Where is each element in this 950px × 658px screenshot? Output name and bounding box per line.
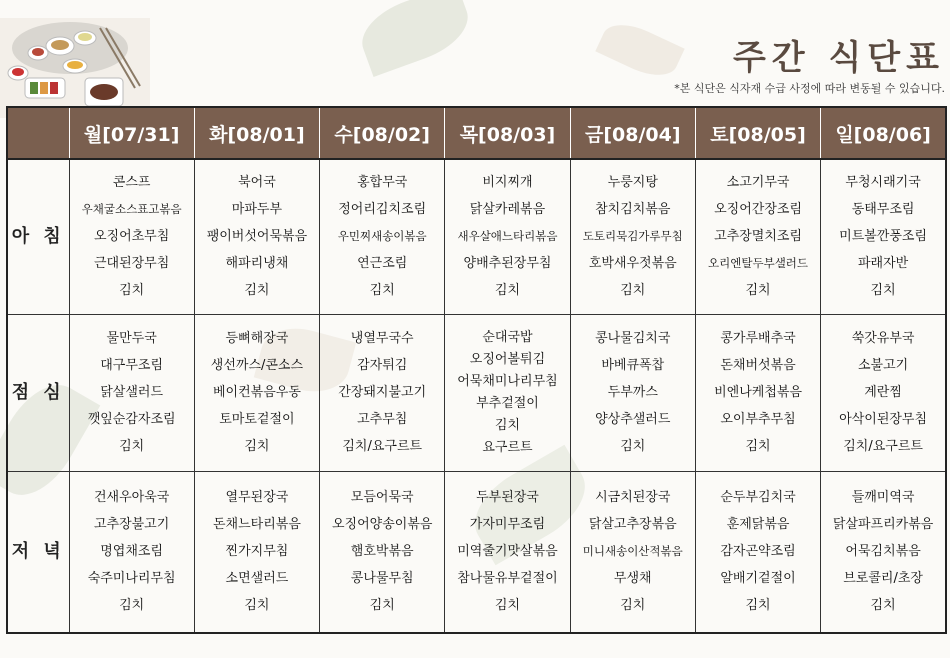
menu-item: 감자튀김 [357,358,408,373]
menu-item: 쑥갓유부국 [851,331,915,346]
menu-item: 순두부김치국 [720,490,796,506]
menu-item: 숙주미나리무침 [87,571,176,587]
menu-item: 김치 [119,598,145,614]
menu-item: 무청시래기국 [845,175,921,191]
menu-item: 냉열무국수 [350,331,414,346]
menu-item: 파래자반 [857,256,909,272]
background-leaf [353,0,477,77]
menu-item: 간장돼지불고기 [338,385,427,400]
menu-item: 고추장불고기 [93,517,170,533]
food-dishes-image [0,18,150,118]
menu-item: 정어리김치조림 [338,202,427,218]
menu-item: 김치 [620,283,646,299]
menu-item: 무생채 [613,571,652,587]
menu-cell [445,159,570,314]
menu-item: 닭살고추장볶음 [588,517,677,533]
menu-item: 가자미무조림 [469,517,546,533]
meal-label: 점 심 [7,314,69,471]
menu-item: 김치 [494,417,521,433]
meal-row [7,314,946,471]
menu-item: 김치 [244,283,270,299]
menu-item: 김치 [119,439,145,454]
menu-item: 등뼈해장국 [225,331,289,346]
menu-item: 닭살카레볶음 [469,202,546,218]
menu-item: 김치 [119,283,145,299]
meal-row [7,471,946,633]
menu-item: 누룽지탕 [607,175,658,191]
menu-item: 근대된장무침 [93,256,170,272]
menu-item: 돈채버섯볶음 [720,358,796,373]
menu-item: 콘스프 [112,175,151,191]
menu-item: 김치 [745,598,771,614]
menu-item: 토마토겉절이 [219,412,295,427]
meal-label: 저 녁 [7,471,69,633]
menu-cell [821,471,946,633]
menu-item: 요구르트 [482,439,533,455]
page-title: 주간 식단표 [732,38,945,78]
menu-cell [570,314,695,471]
day-header: 토[08/05] [695,107,820,159]
meal-row [7,159,946,314]
menu-item: 두부된장국 [476,490,539,506]
menu-item: 오징어양송이볶음 [331,517,433,533]
menu-item: 양상추샐러드 [595,412,671,427]
menu-cell [194,314,319,471]
menu-cell [320,159,445,314]
menu-item: 돈채느타리볶음 [212,517,301,533]
menu-item: 양배추된장무침 [463,256,552,272]
menu-item: 참치김치볶음 [595,202,671,218]
menu-item: 닭살파프리카볶음 [832,517,934,533]
menu-item: 계란찜 [864,385,902,400]
day-header: 화[08/01] [194,107,319,159]
menu-item: 김치 [745,283,771,299]
day-header: 월[07/31] [69,107,194,159]
menu-item: 두부까스 [607,385,658,400]
menu-cell [821,314,946,471]
menu-cell [69,159,194,314]
menu-item: 김치/요구르트 [843,439,923,454]
menu-item: 북어국 [238,175,276,191]
menu-cell [194,471,319,633]
menu-item: 고추장멸치조림 [714,229,802,245]
menu-item: 호박새우젓볶음 [588,256,677,272]
menu-item: 홍합무국 [357,175,408,191]
menu-cell [570,159,695,314]
menu-item: 찐가지무침 [225,544,289,560]
menu-item: 오징어간장조림 [714,202,802,218]
menu-item: 마파두부 [231,202,283,218]
menu-item: 아삭이된장무침 [839,412,928,427]
menu-item: 소고기무국 [726,175,790,191]
menu-item: 김치 [494,283,521,299]
menu-item: 물만두국 [106,331,157,346]
menu-item: 들깨미역국 [851,490,915,506]
menu-item: 명엽채조림 [100,544,164,560]
menu-item: 고추무침 [357,412,408,427]
meal-label: 아 침 [7,159,69,314]
menu-item: 김치 [620,598,646,614]
menu-item: 대구무조림 [100,358,164,373]
menu-item: 미트볼깐풍조림 [839,229,928,245]
menu-item: 모듬어묵국 [350,490,414,506]
menu-cell [445,471,570,633]
menu-cell [320,314,445,471]
menu-item: 콩나물무침 [350,571,414,587]
menu-item: 부추겉절이 [476,395,539,411]
menu-item: 소면샐러드 [225,571,289,587]
day-header: 일[08/06] [821,107,946,159]
menu-item: 시금치된장국 [595,490,671,506]
menu-item: 생선까스/콘소스 [210,358,304,373]
menu-item: 해파리냉채 [225,256,289,272]
menu-item: 건새우아욱국 [93,490,170,506]
menu-cell [69,314,194,471]
menu-item: 순대국밥 [482,329,533,345]
menu-item: 김치/요구르트 [342,439,423,454]
menu-item: 오징어볼튀김 [469,351,546,367]
menu-item: 훈제닭볶음 [726,517,790,533]
menu-item: 김치 [745,439,771,454]
menu-item: 김치 [620,439,646,454]
background-leaf [595,15,684,85]
day-header: 금[08/04] [570,107,695,159]
menu-item: 김치 [870,598,896,614]
menu-item: 깻잎순감자조림 [87,412,176,427]
menu-item: 오징어초무침 [93,229,170,245]
menu-item: 김치 [369,283,395,299]
day-header: 목[08/03] [445,107,570,159]
menu-item: 알배기겉절이 [720,571,796,587]
menu-item: 비엔나케첩볶음 [714,385,802,400]
menu-cell [194,159,319,314]
menu-item: 베이컨볶음우동 [212,385,301,400]
menu-item: 어묵김치볶음 [845,544,921,560]
menu-item: 김치 [244,439,270,454]
menu-item: 비지찌개 [482,175,533,191]
menu-cell [695,159,820,314]
menu-cell [695,314,820,471]
menu-item: 김치 [494,598,521,614]
menu-item: 오이부추무침 [720,412,796,427]
menu-item: 도토리묵김가루무침 [582,229,683,244]
menu-item: 우채굴소스표고볶음 [81,202,182,217]
menu-item: 오리엔탈두부샐러드 [708,256,809,271]
menu-item: 새우살애느타리볶음 [457,229,558,244]
menu-cell [320,471,445,633]
menu-item: 김치 [369,598,395,614]
menu-cell [570,471,695,633]
menu-item: 참나물유부겉절이 [457,571,558,587]
menu-item: 동태무조림 [851,202,915,218]
menu-cell [69,471,194,633]
menu-item: 열무된장국 [225,490,289,506]
day-header-row [7,107,946,159]
day-header: 수[08/02] [320,107,445,159]
weekly-menu-table [6,106,947,634]
menu-item: 콩가루배추국 [720,331,796,346]
menu-item: 바베큐폭찹 [601,358,665,373]
menu-item: 우민찌새송이볶음 [337,229,427,244]
menu-item: 닭살샐러드 [100,385,164,400]
menu-notice: *본 식단은 식자재 수급 사정에 따라 변동될 수 있습니다. [674,82,945,95]
menu-item: 미니새송이산적볶음 [582,544,683,559]
menu-item: 김치 [870,283,896,299]
menu-cell [445,314,570,471]
menu-item: 브로콜리/초장 [843,571,923,587]
menu-cell [695,471,820,633]
menu-item: 감자곤약조림 [720,544,796,560]
menu-item: 팽이버섯어묵볶음 [206,229,308,245]
menu-item: 연근조림 [357,256,408,272]
menu-item: 소불고기 [857,358,909,373]
menu-item: 콩나물김치국 [595,331,671,346]
menu-item: 햄호박볶음 [350,544,414,560]
menu-item: 김치 [244,598,270,614]
menu-item: 어묵채미나리무침 [457,373,558,389]
menu-item: 미역줄기맛살볶음 [457,544,558,560]
menu-cell [821,159,946,314]
header-corner [7,107,69,159]
